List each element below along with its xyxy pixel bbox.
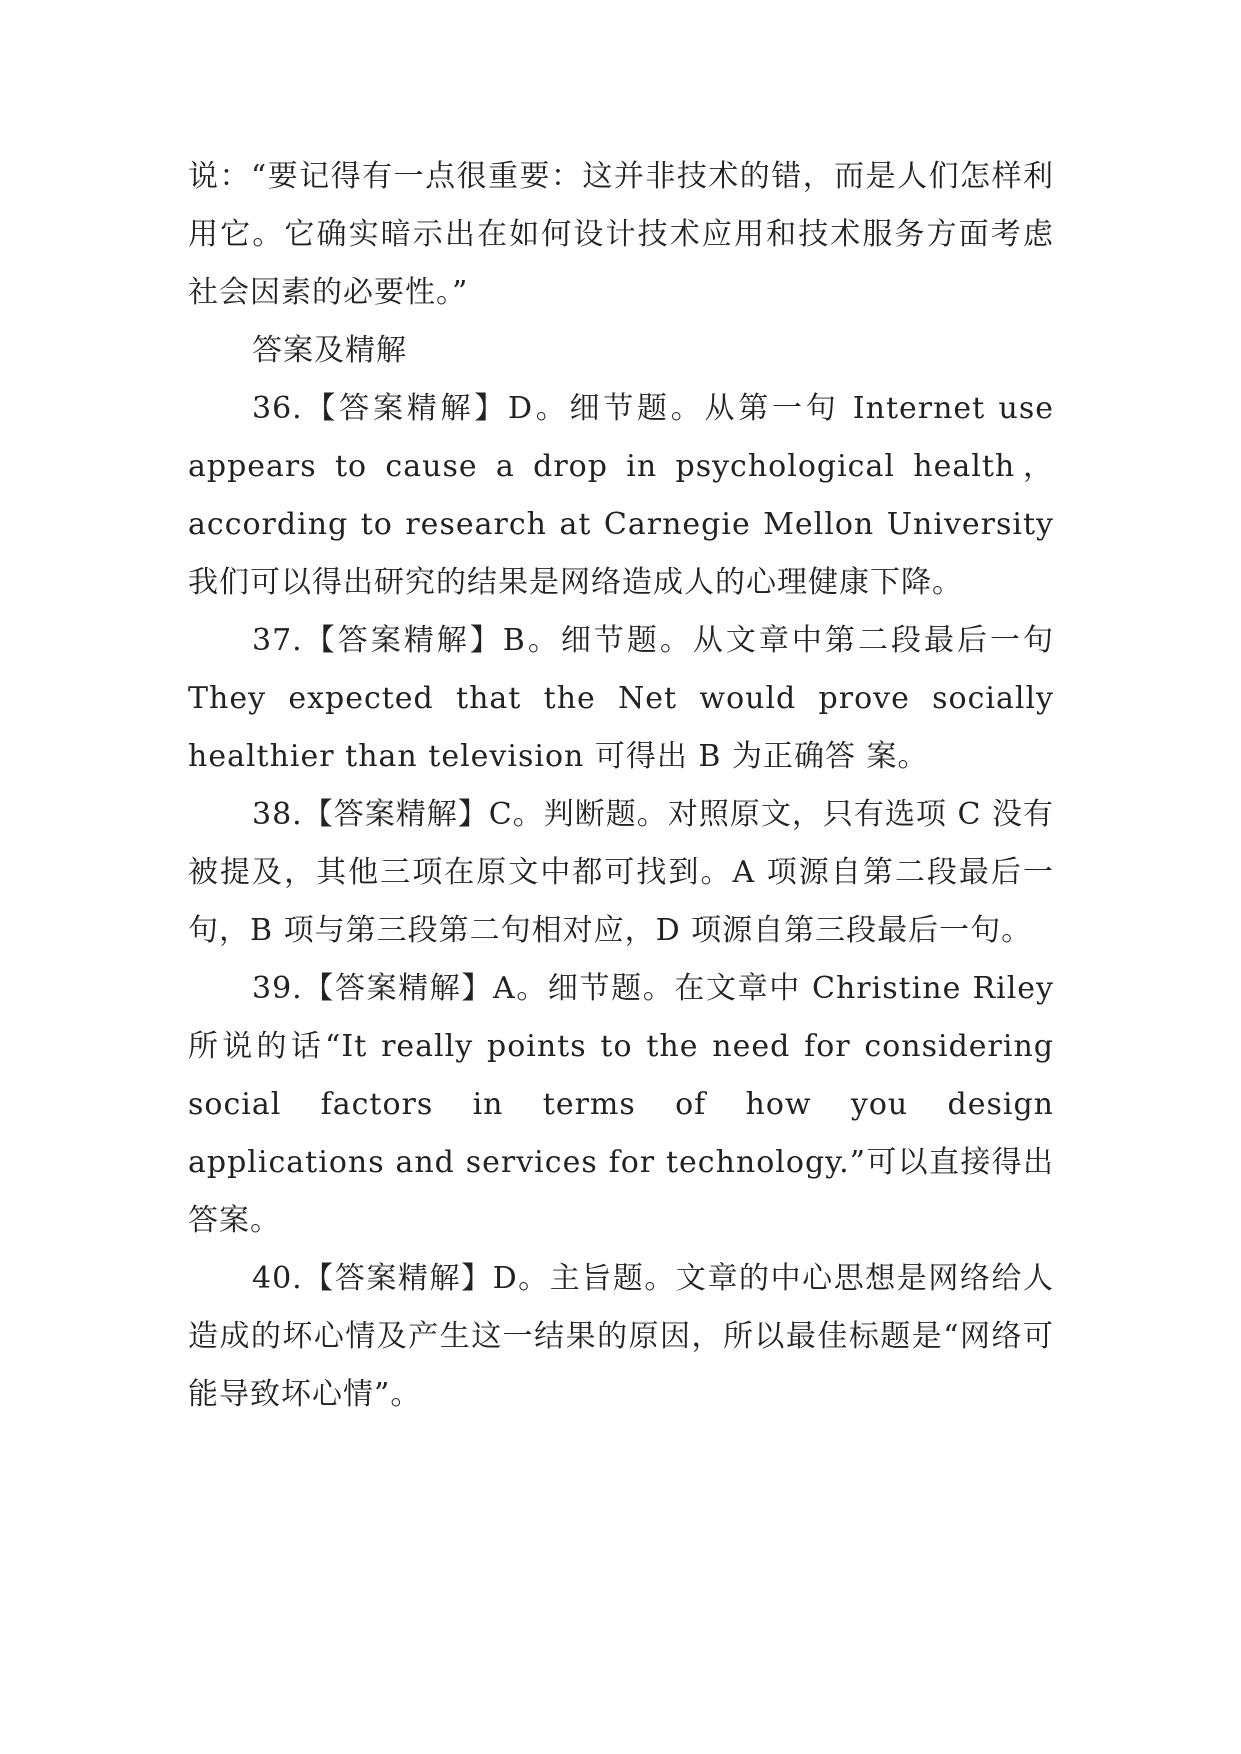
answer-40-paragraph: 40.【答案精解】D。主旨题。文章的中心思想是网络给人造成的坏心情及产生这一结果的原因，所以最佳标题是“网络可能导致坏心情”。: [188, 1261, 1054, 1412]
answer-section-heading: 答案及精解: [252, 333, 407, 368]
answer-36-paragraph: 36.【答案精解】D。细节题。从第一句 Internet use appears to cause a drop in psychological health，according to research at Carnegie Mellon University 我们可以得出研究的结果是网络造成人的心理健康下降。: [188, 391, 1054, 600]
document-page: [188, 148, 1054, 1424]
paragraph-quote-end: 说：“要记得有一点很重要：这并非技术的错，而是人们怎样利用它。它确实暗示出在如何设计技术应用和技术服务方面考虑社会因素的必要性。”: [188, 159, 1054, 310]
answer-37-paragraph: 37.【答案精解】B。细节题。从文章中第二段最后一句 They expected that the Net would prove socially healthier than television 可得出 B 为正确答 案。: [188, 623, 1054, 774]
answer-39-paragraph: 39.【答案精解】A。细节题。在文章中 Christine Riley 所说的话“It really points to the need for considering social factors in terms of how you design applications and services for technology.”可以直接得出答案。: [188, 971, 1054, 1238]
answer-38-paragraph: 38.【答案精解】C。判断题。对照原文，只有选项 C 没有被提及，其他三项在原文中都可找到。A 项源自第二段最后一句，B 项与第三段第二句相对应，D 项源自第三段最后一句。: [188, 797, 1054, 948]
